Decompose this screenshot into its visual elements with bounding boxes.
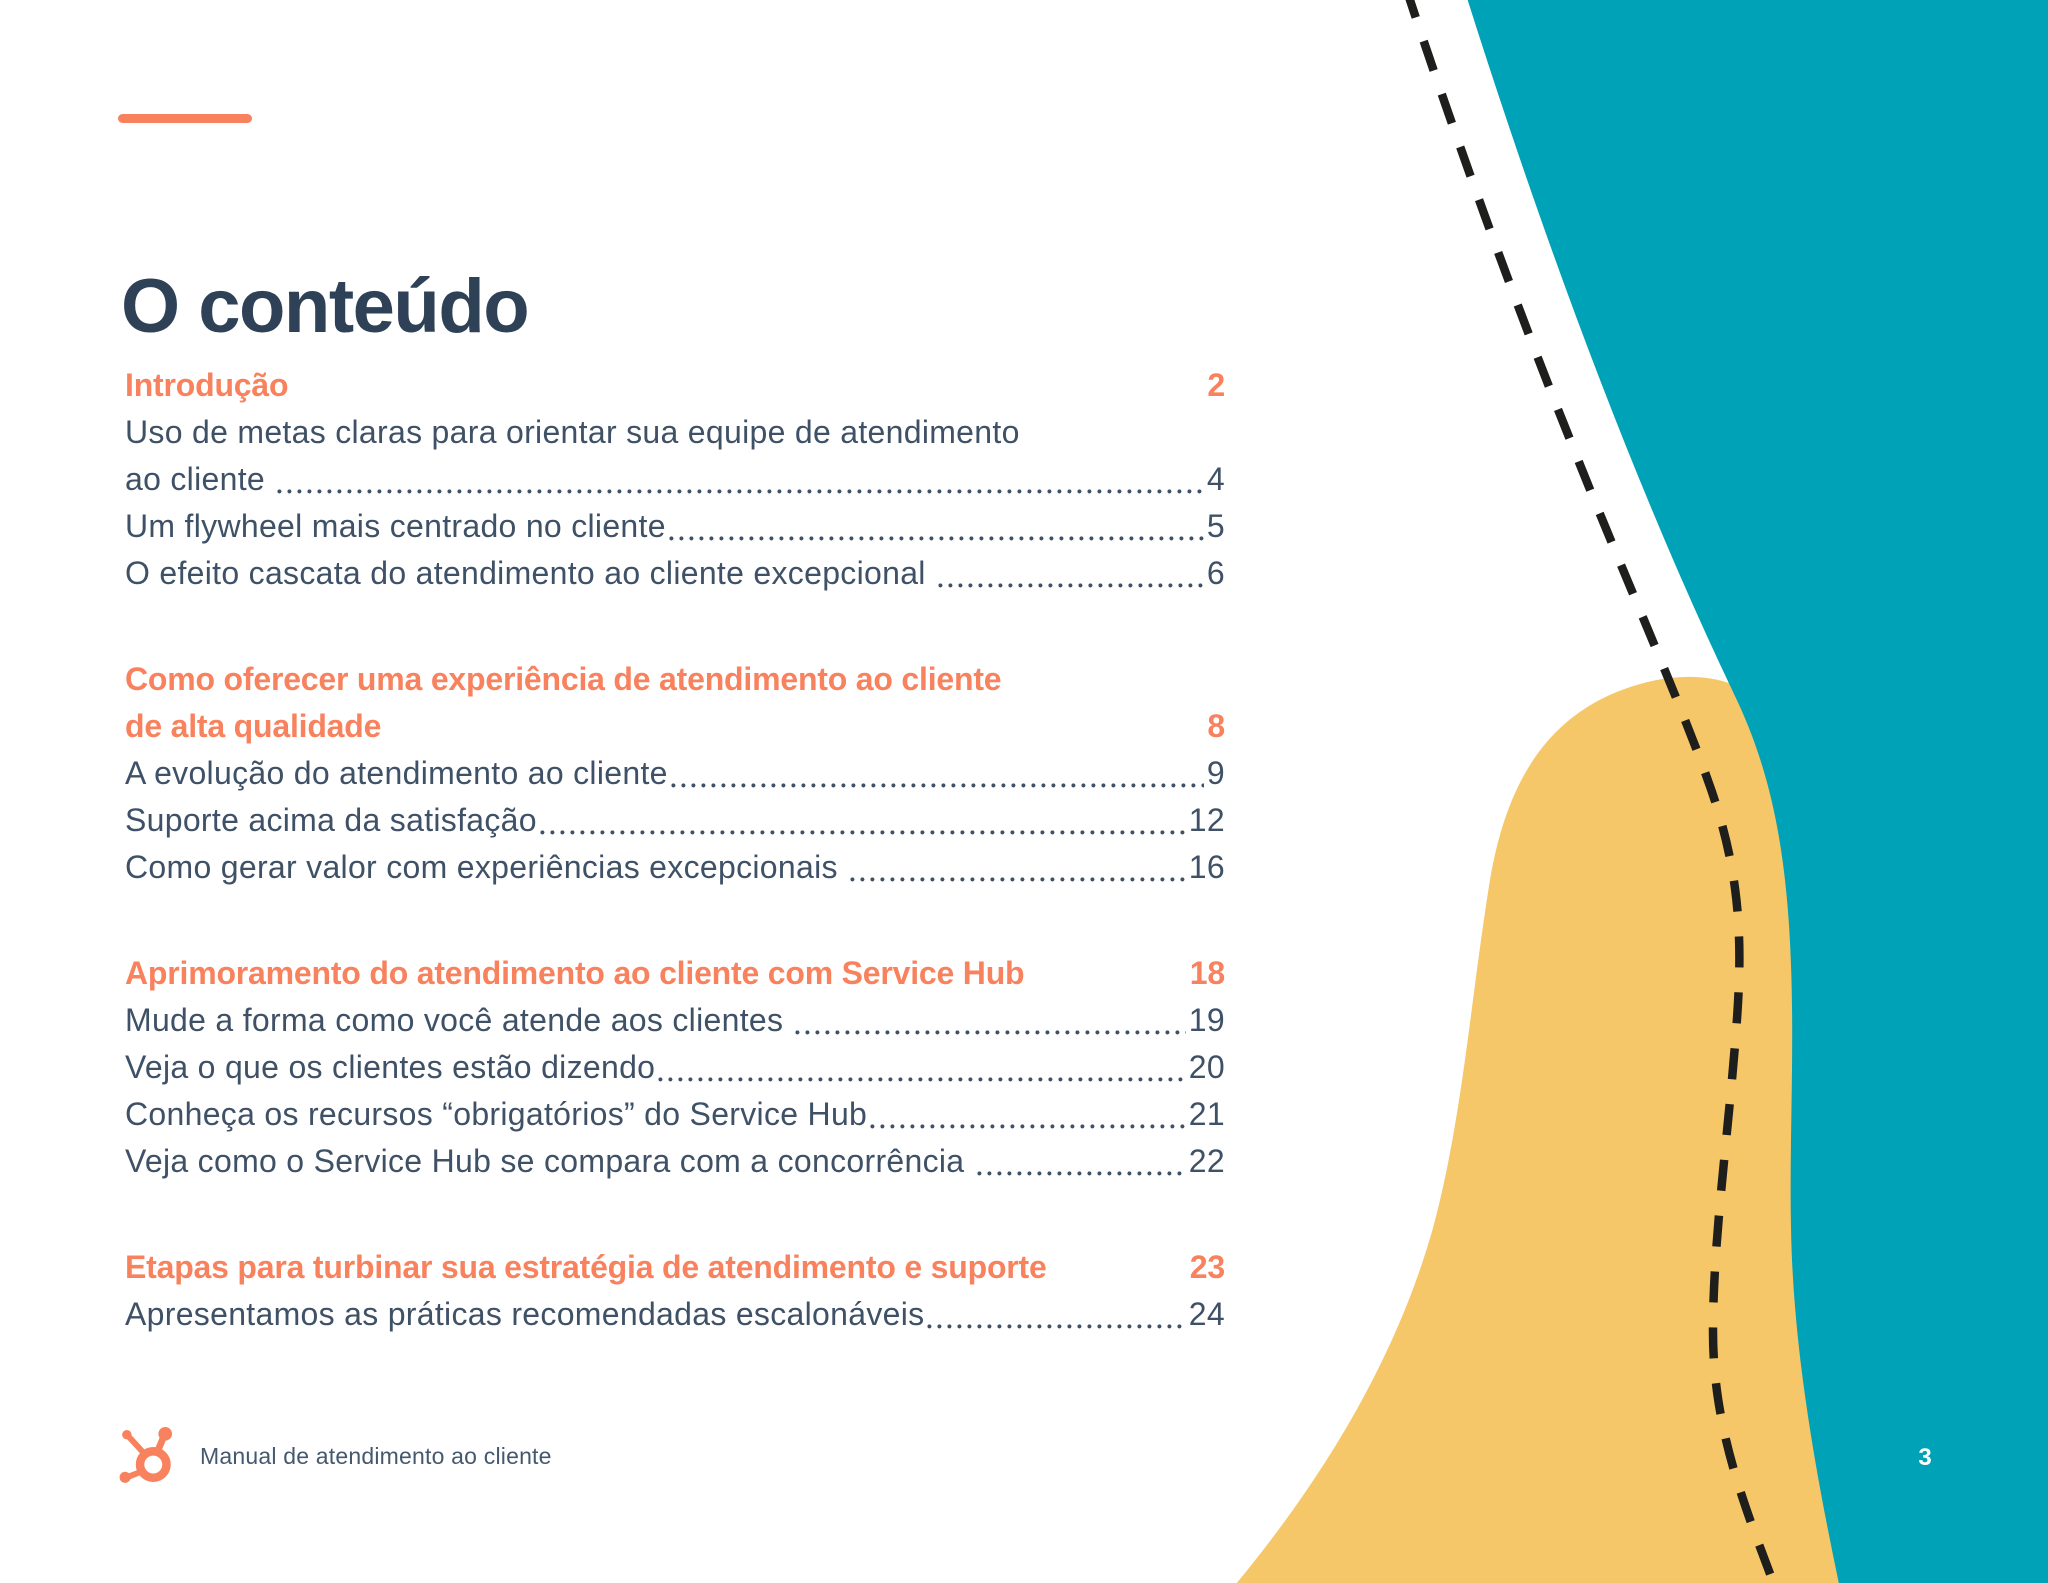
toc-page-number: 20 xyxy=(1188,1049,1225,1085)
toc-page-number: 21 xyxy=(1188,1096,1225,1132)
dotted-leader xyxy=(540,830,1186,835)
toc-entry-row[interactable] xyxy=(125,997,1225,1044)
dotted-leader xyxy=(977,1171,1186,1176)
toc-entry-row[interactable] xyxy=(125,456,1225,503)
dotted-leader xyxy=(277,489,1204,494)
page-title: O conteúdo xyxy=(121,263,529,349)
toc-entry-label: Como gerar valor com experiências excepcionais xyxy=(125,849,847,885)
toc-entry-label: ao cliente xyxy=(125,461,275,497)
toc-heading-row[interactable] xyxy=(125,1244,1225,1291)
toc-section xyxy=(125,656,1225,891)
toc-page-number: 23 xyxy=(1189,1249,1225,1285)
toc-page-number: 24 xyxy=(1188,1296,1225,1332)
accent-rule xyxy=(118,114,252,123)
hubspot-sprocket-logo-icon xyxy=(118,1427,180,1485)
document-page-number: 3 xyxy=(1918,1444,1932,1471)
footer xyxy=(118,1426,552,1486)
toc-page-number: 12 xyxy=(1188,802,1225,838)
toc-entry-row[interactable] xyxy=(125,1291,1225,1338)
toc-entry-label: O efeito cascata do atendimento ao cliente excepcional xyxy=(125,555,935,591)
yellow-blob xyxy=(1236,677,1860,1583)
dotted-leader xyxy=(795,1030,1185,1035)
toc-entry-label: Veja como o Service Hub se compara com a concorrência xyxy=(125,1143,974,1179)
dotted-leader xyxy=(927,1324,1185,1329)
toc-entry-label: Introdução xyxy=(125,367,289,403)
toc-entry-label: Apresentamos as práticas recomendadas escalonáveis xyxy=(125,1296,925,1332)
toc-section xyxy=(125,362,1225,597)
toc-page-number: 18 xyxy=(1189,955,1225,991)
dotted-leader xyxy=(870,1124,1186,1129)
toc-section xyxy=(125,1244,1225,1338)
toc-section xyxy=(125,950,1225,1185)
toc-heading-row[interactable] xyxy=(125,362,1225,409)
toc-page-number: 16 xyxy=(1188,849,1225,885)
toc-entry-label: Um flywheel mais centrado no cliente xyxy=(125,508,666,544)
toc-entry-row[interactable] xyxy=(125,1091,1225,1138)
toc-entry-label: Mude a forma como você atende aos clientes xyxy=(125,1002,793,1038)
toc-page-number: 22 xyxy=(1188,1143,1225,1179)
toc-entry-label: Veja o que os clientes estão dizendo xyxy=(125,1049,656,1085)
toc-page-number: 5 xyxy=(1206,508,1225,544)
toc-page-number: 8 xyxy=(1207,708,1225,744)
dotted-leader xyxy=(658,1077,1186,1082)
toc-entry-row[interactable] xyxy=(125,750,1225,797)
toc-entry-label: Como oferecer uma experiência de atendimento ao cliente xyxy=(125,661,1002,697)
toc-entry-row[interactable] xyxy=(125,1138,1225,1185)
dotted-leader xyxy=(669,536,1204,541)
toc-entry-label: Suporte acima da satisfação xyxy=(125,802,537,838)
toc-entry-label: de alta qualidade xyxy=(125,708,382,744)
toc-entry-label: A evolução do atendimento ao cliente xyxy=(125,755,668,791)
toc-entry-row[interactable] xyxy=(125,503,1225,550)
toc xyxy=(125,362,1225,1338)
toc-entry-row[interactable] xyxy=(125,409,1225,456)
toc-entry-row[interactable] xyxy=(125,844,1225,891)
toc-page-number: 6 xyxy=(1206,555,1225,591)
dotted-leader xyxy=(850,877,1186,882)
toc-page-number: 9 xyxy=(1206,755,1225,791)
toc-entry-label: Aprimoramento do atendimento ao cliente com Service Hub xyxy=(125,955,1025,991)
toc-page-number: 19 xyxy=(1188,1002,1225,1038)
toc-entry-row[interactable] xyxy=(125,1044,1225,1091)
toc-entry-row[interactable] xyxy=(125,797,1225,844)
toc-entry-label: Etapas para turbinar sua estratégia de atendimento e suporte xyxy=(125,1249,1047,1285)
dotted-leader xyxy=(671,783,1204,788)
toc-page-number: 4 xyxy=(1206,461,1225,497)
dotted-leader xyxy=(938,583,1204,588)
toc-entry-label: Conheça os recursos “obrigatórios” do Service Hub xyxy=(125,1096,868,1132)
toc-heading-row[interactable] xyxy=(125,656,1225,703)
footer-brand-text: Manual de atendimento ao cliente xyxy=(200,1442,552,1469)
toc-entry-label: Uso de metas claras para orientar sua equipe de atendimento xyxy=(125,414,1020,450)
toc-heading-row[interactable] xyxy=(125,703,1225,750)
toc-entry-row[interactable] xyxy=(125,550,1225,597)
toc-page-number: 2 xyxy=(1207,367,1225,403)
toc-heading-row[interactable] xyxy=(125,950,1225,997)
